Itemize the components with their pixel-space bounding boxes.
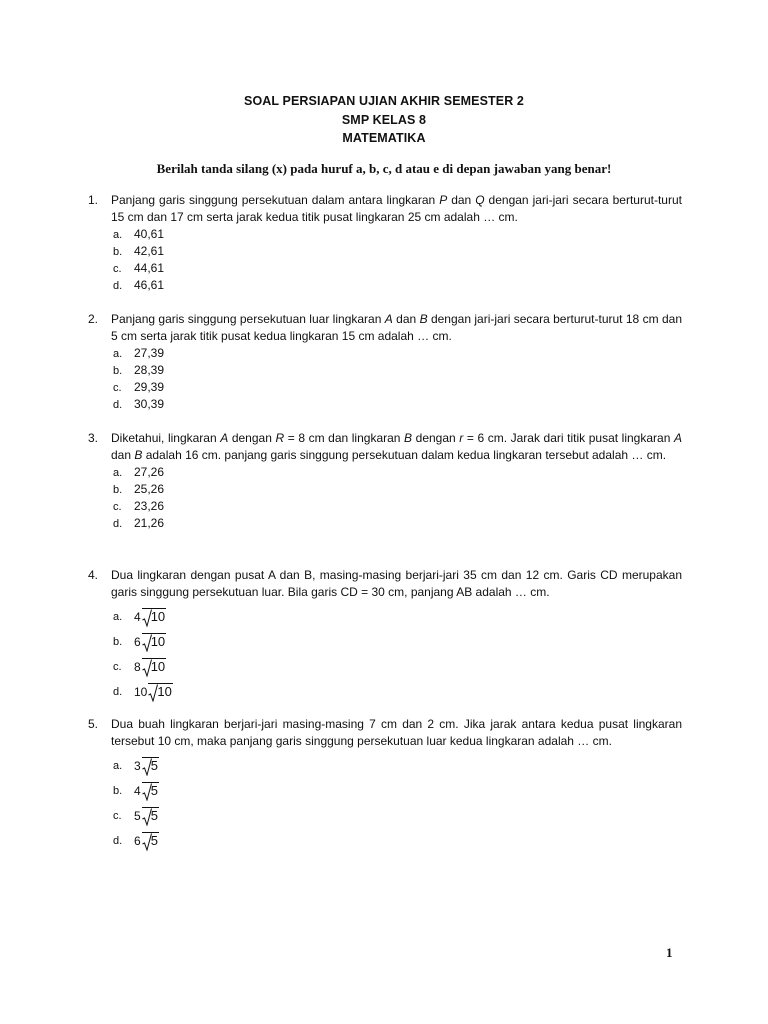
option-label: b. bbox=[113, 246, 123, 258]
option-c[interactable] bbox=[113, 651, 682, 676]
question-text: Dua buah lingkaran berjari-jari masing-masing 7 cm dan 2 cm. Jika jarak antara kedua pusat lingkaran tersebut 10 cm, maka panjang garis singgung persekutuan luar kedua lingkaran adalah … cm. bbox=[111, 717, 682, 748]
option-a[interactable] bbox=[113, 345, 682, 362]
option-label: b. bbox=[113, 636, 123, 648]
sqrt-icon bbox=[142, 807, 159, 825]
option-value: 42,61 bbox=[134, 244, 165, 258]
option-d[interactable] bbox=[113, 515, 682, 532]
text-part-italic: A bbox=[384, 312, 393, 326]
option-a[interactable] bbox=[113, 750, 682, 775]
radicand: 5 bbox=[142, 757, 159, 773]
option-label: d. bbox=[113, 518, 123, 530]
option-b[interactable] bbox=[113, 243, 682, 260]
instruction-text: Berilah tanda silang (x) pada huruf a, b, c, d atau e di depan jawaban yang benar! bbox=[156, 161, 612, 176]
option-label: d. bbox=[113, 399, 123, 411]
option-label: c. bbox=[113, 810, 122, 822]
option-c[interactable] bbox=[113, 800, 682, 825]
radicand: 10 bbox=[142, 633, 166, 649]
option-value: 29,39 bbox=[134, 380, 165, 394]
text-part: dan bbox=[447, 193, 476, 207]
header-subject: MATEMATIKA bbox=[342, 131, 426, 145]
option-b[interactable] bbox=[113, 362, 682, 379]
option-value: 23,26 bbox=[134, 499, 165, 513]
text-part-italic: B bbox=[134, 448, 143, 462]
option-label: d. bbox=[113, 835, 123, 847]
text-part: dengan jari-jari secara berturut-turut 18 cm dan 5 cm serta jarak titik pusat kedua lingkaran 15 cm adalah … cm. bbox=[111, 312, 682, 343]
text-part-italic: A bbox=[220, 431, 229, 445]
sqrt-icon bbox=[142, 832, 159, 850]
text-part: dengan jari-jari secara berturut-turut 15 cm dan 17 cm serta jarak kedua titik pusat lingkaran 25 cm adalah … cm. bbox=[111, 193, 682, 224]
question-number: 2. bbox=[88, 312, 99, 326]
text-part: = 6 cm. Jarak dari titik pusat lingkaran bbox=[463, 431, 674, 445]
radicand: 10 bbox=[142, 608, 166, 624]
options-list bbox=[113, 345, 682, 413]
sqrt-icon bbox=[142, 782, 159, 800]
radicand: 5 bbox=[142, 807, 159, 823]
option-coefficient: 3 bbox=[134, 759, 141, 773]
option-value: 21,26 bbox=[134, 516, 165, 530]
option-d[interactable] bbox=[113, 825, 682, 850]
header-title: SOAL PERSIAPAN UJIAN AKHIR SEMESTER 2 bbox=[244, 94, 524, 108]
option-label: c. bbox=[113, 501, 122, 513]
option-b[interactable] bbox=[113, 626, 682, 651]
option-value: 40,61 bbox=[134, 227, 165, 241]
option-label: a. bbox=[113, 348, 123, 360]
option-coefficient: 10 bbox=[134, 685, 148, 699]
text-part: dengan bbox=[412, 431, 460, 445]
text-part-italic: B bbox=[419, 312, 428, 326]
question-number: 1. bbox=[88, 193, 99, 207]
radicand: 10 bbox=[142, 658, 166, 674]
header-class: SMP KELAS 8 bbox=[341, 112, 427, 127]
option-a[interactable] bbox=[113, 464, 682, 481]
option-coefficient: 8 bbox=[134, 660, 141, 674]
question-number: 3. bbox=[88, 431, 99, 445]
option-value: 46,61 bbox=[134, 278, 165, 292]
option-coefficient: 4 bbox=[134, 784, 141, 798]
page-number: 1 bbox=[666, 945, 673, 960]
option-label: a. bbox=[113, 467, 123, 479]
option-coefficient: 6 bbox=[134, 635, 141, 649]
options-list bbox=[113, 750, 682, 850]
option-a[interactable] bbox=[113, 226, 682, 243]
text-part-italic: P bbox=[439, 193, 448, 207]
option-b[interactable] bbox=[113, 775, 682, 800]
question-text bbox=[111, 311, 682, 345]
option-label: d. bbox=[113, 280, 123, 292]
option-value: 44,61 bbox=[134, 261, 165, 275]
option-d[interactable] bbox=[113, 676, 682, 701]
option-label: c. bbox=[113, 661, 122, 673]
option-b[interactable] bbox=[113, 481, 682, 498]
option-value: 27,26 bbox=[134, 465, 165, 479]
text-part: Panjang garis singgung persekutuan luar lingkaran bbox=[111, 312, 385, 326]
text-part: dan bbox=[111, 448, 135, 462]
question-4 bbox=[88, 567, 682, 701]
sqrt-icon bbox=[148, 683, 172, 701]
radicand: 10 bbox=[148, 683, 172, 699]
sqrt-icon bbox=[142, 658, 166, 676]
option-label: b. bbox=[113, 484, 123, 496]
option-a[interactable] bbox=[113, 601, 682, 626]
text-part: adalah 16 cm. panjang garis singgung persekutuan dalam kedua lingkaran tersebut adalah … cm. bbox=[142, 448, 667, 462]
option-label: a. bbox=[113, 611, 123, 623]
option-c[interactable] bbox=[113, 260, 682, 277]
option-label: c. bbox=[113, 382, 122, 394]
option-label: b. bbox=[113, 785, 123, 797]
option-coefficient: 6 bbox=[134, 834, 141, 848]
text-part-italic: r bbox=[459, 431, 464, 445]
option-value: 28,39 bbox=[134, 363, 165, 377]
option-label: c. bbox=[113, 263, 122, 275]
options-list bbox=[113, 226, 682, 294]
sqrt-icon bbox=[142, 757, 159, 775]
question-text bbox=[111, 430, 682, 464]
text-part: dengan bbox=[228, 431, 276, 445]
question-number: 5. bbox=[88, 717, 99, 731]
option-d[interactable] bbox=[113, 277, 682, 294]
sqrt-icon bbox=[142, 633, 166, 651]
question-number: 4. bbox=[88, 568, 99, 582]
question-text bbox=[111, 192, 682, 226]
document-header bbox=[0, 92, 768, 148]
option-d[interactable] bbox=[113, 396, 682, 413]
question-2 bbox=[88, 311, 682, 413]
option-coefficient: 4 bbox=[134, 610, 141, 624]
text-part: dan bbox=[392, 312, 420, 326]
text-part-italic: A bbox=[673, 431, 682, 445]
option-label: a. bbox=[113, 229, 123, 241]
question-1 bbox=[88, 192, 682, 294]
option-value: 30,39 bbox=[134, 397, 165, 411]
text-part-italic: Q bbox=[475, 193, 485, 207]
option-c[interactable] bbox=[113, 498, 682, 515]
option-c[interactable] bbox=[113, 379, 682, 396]
text-part: Diketahui, lingkaran bbox=[111, 431, 221, 445]
option-value: 27,39 bbox=[134, 346, 165, 360]
text-part-italic: B bbox=[404, 431, 413, 445]
text-part: Panjang garis singgung persekutuan dalam antara lingkaran bbox=[111, 193, 440, 207]
text-part-italic: R bbox=[275, 431, 285, 445]
option-coefficient: 5 bbox=[134, 809, 141, 823]
options-list bbox=[113, 601, 682, 701]
options-list bbox=[113, 464, 682, 532]
option-label: b. bbox=[113, 365, 123, 377]
question-text: Dua lingkaran dengan pusat A dan B, masing-masing berjari-jari 35 cm dan 12 cm. Garis CD merupakan garis singgung persekutuan luar. Bila garis CD = 30 cm, panjang AB adalah … cm. bbox=[111, 568, 682, 599]
radicand: 5 bbox=[142, 782, 159, 798]
option-label: a. bbox=[113, 760, 123, 772]
question-5 bbox=[88, 716, 682, 850]
sqrt-icon bbox=[142, 608, 166, 626]
question-3 bbox=[88, 430, 682, 532]
option-label: d. bbox=[113, 686, 123, 698]
option-value: 25,26 bbox=[134, 482, 165, 496]
radicand: 5 bbox=[142, 832, 159, 848]
text-part: = 8 cm dan lingkaran bbox=[284, 431, 405, 445]
